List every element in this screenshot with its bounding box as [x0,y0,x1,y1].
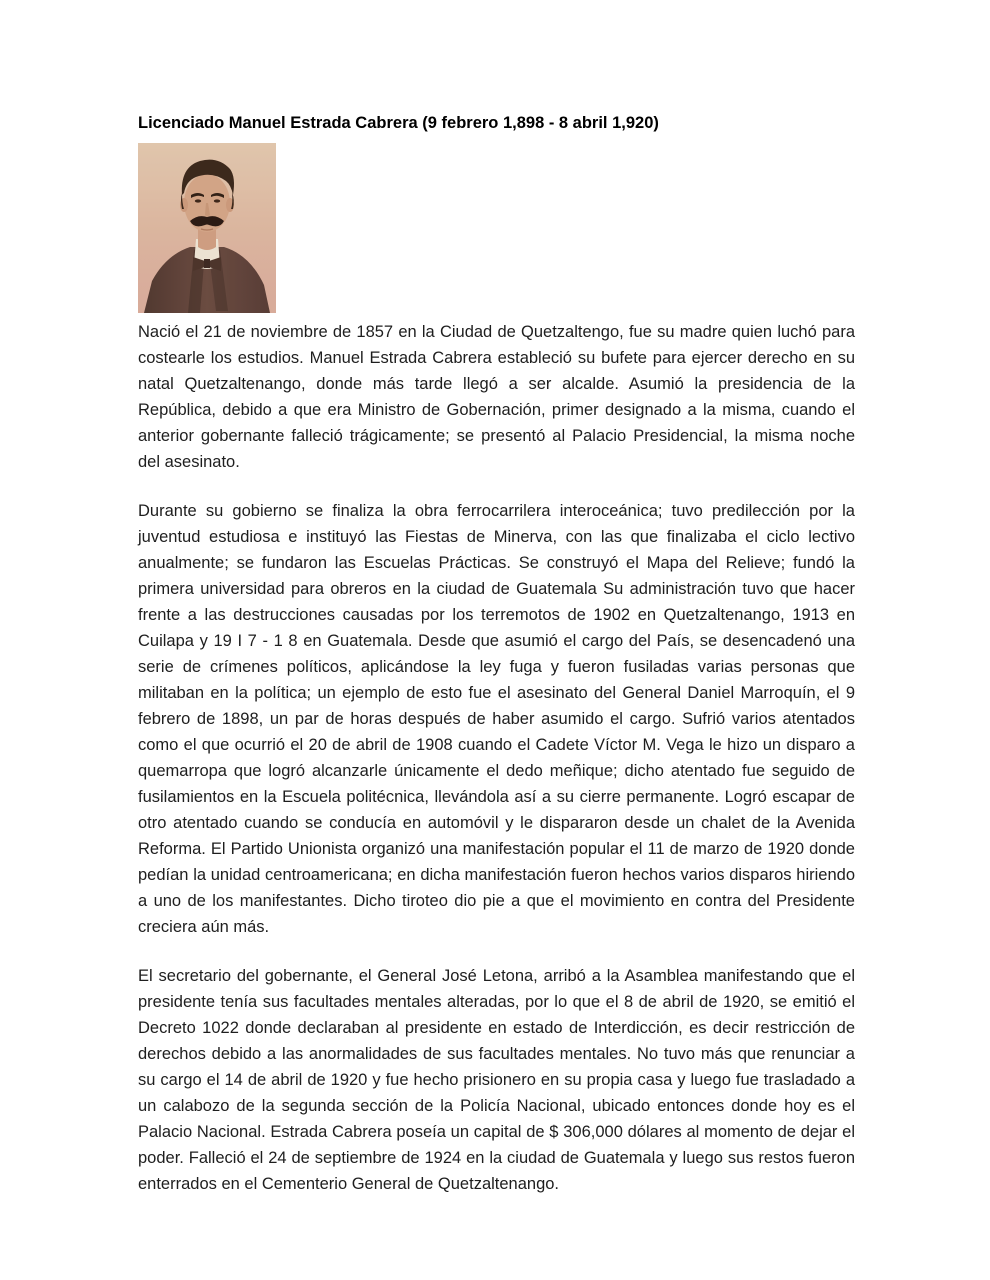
document-content [138,112,855,1197]
paragraph-government-and-attacks: Durante su gobierno se finaliza la obra ferrocarrilera interoceánica; tuvo predilección por la juventud estudiosa e instituyó las Fiestas de Minerva, con las que finalizaba el ciclo lectivo anualmente; se fundaron las Escuelas Prácticas. Se construyó el Mapa del Relieve; fundó la primera universidad para obreros en la ciudad de Guatemala Su administración tuvo que hacer frente a las destrucciones causadas por los terremotos de 1902 en Quetzaltenango, 1913 en Cuilapa y 19 I 7 - 1 8 en Guatemala. Desde que asumió el cargo del País, se desencadenó una serie de crímenes políticos, aplicándose la ley fuga y fueron fusiladas varias personas que militaban en la política; un ejemplo de esto fue el asesinato del General Daniel Marroquín, el 9 febrero de 1898, un par de horas después de haber asumido el cargo. Sufrió varios atentados como el que ocurrió el 20 de abril de 1908 cuando el Cadete Víctor M. Vega le hizo un disparo a quemarropa que logró alcanzarle únicamente el dedo meñique; dicho atentado fue seguido de fusilamientos en la Escuela politécnica, llevándola así a su cierre permanente. Logró escapar de otro atentado cuando se conducía en automóvil y le dispararon desde un chalet de la Avenida Reforma. El Partido Unionista organizó una manifestación popular el 11 de marzo de 1920 donde pedían la unidad centroamericana; en dicha manifestación fueron hechos varios disparos hiriendo a uno de los manifestantes. Dicho tiroteo dio pie a que el movimiento en contra del Presidente creciera aún más. [138,502,855,936]
portrait-image [138,143,276,313]
document-title: Licenciado Manuel Estrada Cabrera (9 febrero 1,898 - 8 abril 1,920) [138,114,659,132]
paragraph-downfall-and-death: El secretario del gobernante, el General José Letona, arribó a la Asamblea manifestando que el presidente tenía sus facultades mentales alteradas, por lo que el 8 de abril de 1920, se emitió el Decreto 1022 donde declaraban al presidente en estado de Interdicción, es decir restricción de derechos debido a las anormalidades de sus facultades mentales. No tuvo más que renunciar a su cargo el 14 de abril de 1920 y fue hecho prisionero en su propia casa y luego fue trasladado a un calabozo de la segunda sección de la Policía Nacional, ubicado entonces donde hoy es el Palacio Nacional. Estrada Cabrera poseía un capital de $ 306,000 dólares al momento de dejar el poder. Falleció el 24 de septiembre de 1924 en la ciudad de Guatemala y luego sus restos fueron enterrados en el Cementerio General de Quetzaltenango. [138,967,855,1193]
paragraph-birth-and-rise: Nació el 21 de noviembre de 1857 en la Ciudad de Quetzaltengo, fue su madre quien luchó para costearle los estudios. Manuel Estrada Cabrera estableció su bufete para ejercer derecho en su natal Quetzaltenango, donde más tarde llegó a ser alcalde. Asumió la presidencia de la República, debido a que era Ministro de Gobernación, primer designado a la misma, cuando el anterior gobernante falleció trágicamente; se presentó al Palacio Presidencial, la misma noche del asesinato. [138,323,855,471]
portrait-photo [138,143,276,313]
